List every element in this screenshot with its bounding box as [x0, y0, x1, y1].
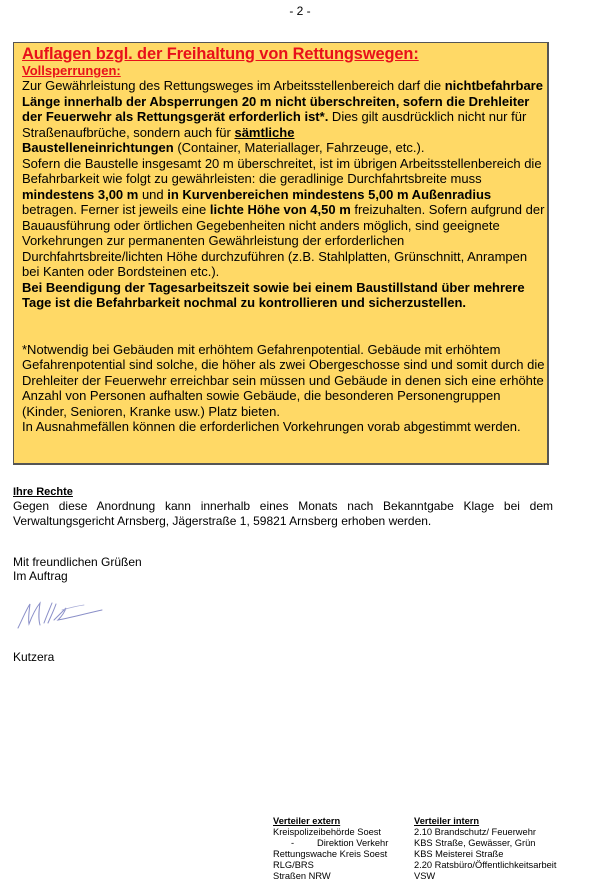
closing-greeting: Mit freundlichen Grüßen [13, 555, 142, 569]
rights-text-line-1: Gegen diese Anordnung kann innerhalb eines Monats nach Bekanntgabe Klage bei dem [13, 499, 553, 513]
bold-text: Bei Beendigung der Tagesarbeitszeit sowie bei einem Baustillstand über mehrere Tage ist die Befahrbarkeit nochmal zu kontrollieren und sicherzustellen. [22, 279, 525, 310]
distribution-item: Direktion Verkehr [317, 838, 389, 848]
signature-stroke [18, 603, 40, 628]
text: Sofern die Baustelle insgesamt 20 m überschreitet, ist im übrigen Arbeitsstellenbereich die Befahrbarkeit wie folgt zu gewährleisten: die geradlinige Durchfahrtsbreite muss [22, 155, 542, 186]
footnote-exception-text: In Ausnahmefällen können die erforderlichen Vorkehrungen vorab abgestimmt werden. [22, 419, 521, 434]
notice-paragraph-2 [22, 156, 547, 280]
legal-rights-section [13, 486, 553, 528]
closing [13, 555, 142, 583]
bold-text: nichtbefahrbare Länge innerhalb der Absperrungen 20 m nicht überschreiten, sofern die Drehleiter der Feuerwehr als Rettungsgerät erforderlich ist*. [22, 78, 543, 124]
signature-stroke [44, 603, 102, 623]
notice-paragraph-1 [22, 78, 547, 156]
handwritten-signature [14, 598, 114, 632]
bold-underlined-text: sämtliche [234, 124, 295, 140]
distribution-item: 2.10 Brandschutz/ Feuerwehr [414, 827, 536, 837]
distribution-item: VSW [414, 871, 436, 881]
rights-text-line-2: Verwaltungsgericht Arnsberg, Jägerstraße 1, 59821 Arnsberg erhoben werden. [13, 513, 432, 528]
distribution-item: RLG/BRS [273, 860, 314, 870]
distribution-item: KBS Meisterei Straße [414, 849, 504, 859]
distribution-item: Rettungswache Kreis Soest [273, 849, 388, 859]
distribution-item: Straßen NRW [273, 871, 331, 881]
rescue-route-notice-box [13, 42, 549, 465]
text: Zur Gewährleistung des Rettungsweges im Arbeitsstellenbereich darf die [22, 78, 445, 93]
text: Dies gilt ausdrücklich nicht nur für Straßenaufbrüche, sondern auch für [22, 109, 527, 140]
rights-text [13, 499, 553, 528]
distribution-internal [414, 816, 556, 882]
footnote-text: *Notwendig bei Gebäuden mit erhöhtem Gefahrenpotential. Gebäude mit erhöhtem Gefahrenpotential sind solche, die höher als zwei Obergeschosse sind und somit durch die Drehleiter der Feuerwehr erreichbar sein müssen und Gebäude in denen sich eine erhöhte Anzahl von Personen aufhalten sowie Gebäude, die besonderen Personengruppen (Kinder, Senioren, Kranke usw.) Platz bieten. [22, 341, 545, 419]
text: und [138, 186, 168, 202]
text: freizuhalten. Sofern aufgrund der Bauausführung oder örtlichen Gegebenheiten nicht anders möglich, sind geeignete Vorkehrungen zur permanenten Gewährleistung der erforderlichen Durchfahrtsbreite/lichten Höhe durchzuführen (z.B. Stahlplatten, Grünschnitt, Anrampen bei Kanten oder Bordsteinen etc.). [22, 202, 545, 279]
notice-footnote [22, 342, 547, 435]
signer-name: Kutzera [13, 650, 55, 664]
dash-marker: - [291, 838, 295, 848]
text: (Container, Materiallager, Fahrzeuge, etc.). [173, 140, 425, 155]
distribution-item: Kreispolizeibehörde Soest [273, 827, 382, 837]
text: betragen. Ferner ist jeweils eine [22, 202, 210, 217]
distribution-subitem [273, 838, 388, 849]
distribution-item: KBS Straße, Gewässer, Grün [414, 838, 536, 848]
distribution-external [273, 816, 388, 882]
notice-body [22, 78, 547, 311]
distribution-external-heading: Verteiler extern [273, 816, 341, 826]
bold-text: in Kurvenbereichen mindestens 5,00 m Außenradius [167, 186, 492, 202]
distribution-internal-heading: Verteiler intern [414, 816, 480, 826]
closing-on-behalf: Im Auftrag [13, 569, 68, 583]
bold-text: Baustelleneinrichtungen [22, 140, 174, 155]
notice-paragraph-3 [22, 280, 547, 311]
notice-title: Auflagen bzgl. der Freihaltung von Rettungswegen: [22, 45, 419, 63]
distribution-item: 2.20 Ratsbüro/Öffentlichkeitsarbeit [414, 860, 557, 870]
page-number: - 2 - [289, 4, 311, 18]
notice-subtitle: Vollsperrungen: [22, 63, 121, 78]
bold-text: lichte Höhe von 4,50 m [209, 202, 351, 217]
signature-stroke [62, 605, 84, 610]
bold-text: mindestens 3,00 m [22, 186, 139, 202]
rights-heading: Ihre Rechte [13, 486, 73, 498]
